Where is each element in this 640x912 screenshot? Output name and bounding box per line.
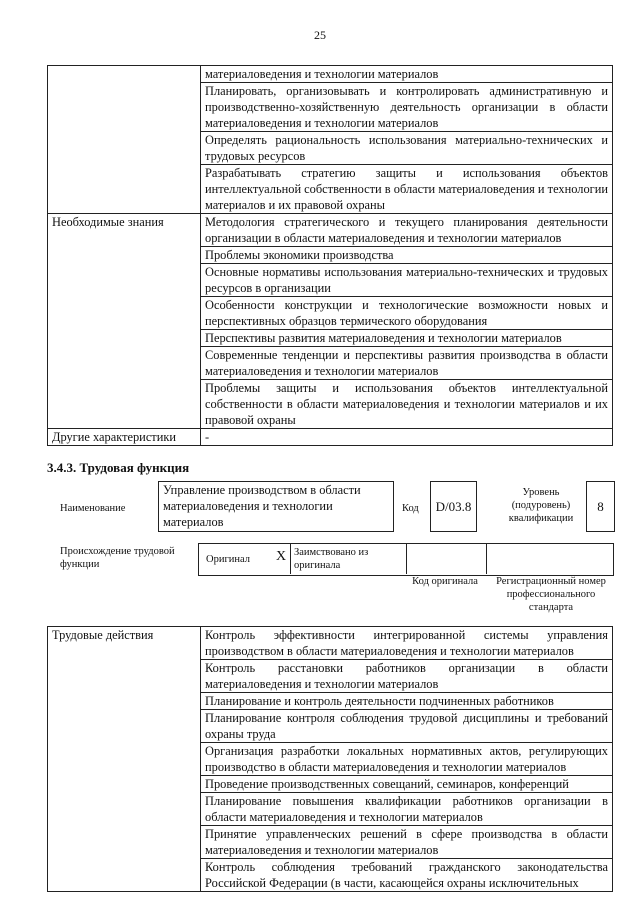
row-item: Основные нормативы использования материально-технических и трудовых ресурсов в организации [201,264,613,297]
row-item: Разрабатывать стратегию защиты и использования объектов интеллектуальной собственности в области материаловедения и технологии материалов и их правовой охраны [201,165,613,214]
row-item: Планирование и контроль деятельности подчиненных работников [201,693,613,710]
origin-original-label: Оригинал [206,554,250,565]
labor-actions-table [47,626,613,892]
code-label: Код [402,503,419,514]
skills-knowledge-table [47,65,613,446]
row-item: Перспективы развития материаловедения и технологии материалов [201,330,613,347]
row-label: Трудовые действия [48,627,201,892]
table-row [48,429,613,446]
caption-original-code: Код оригинала [412,576,478,587]
section-heading: 3.4.3. Трудовая функция [47,460,190,475]
origin-mark: X [276,549,287,564]
name-value: Управление производством в области материаловедения и технологии материалов [158,481,394,532]
row-item: Контроль расстановки работников организации в области материаловедения и технологии материалов [201,660,613,693]
row-item: Проблемы защиты и использования объектов интеллектуальной собственности в области материаловедения и технологии материалов и их правовой охраны [201,380,613,429]
code-value: D/03.8 [430,481,477,532]
origin-original-cell [198,543,291,574]
row-item: Проведение производственных совещаний, семинаров, конференций [201,776,613,793]
row-item: Принятие управленческих решений в сфере производства в области материаловедения и технологии материалов [201,826,613,859]
row-item: Организация разработки локальных нормативных актов, регулирующих производство в области материаловедения и технологии материалов [201,743,613,776]
row-item: Особенности конструкции и технологические возможности новых и перспективных образцов термического оборудования [201,297,613,330]
row-item: Определять рациональность использования материально-технических и трудовых ресурсов [201,132,613,165]
level-label: Уровень (подуровень) квалификации [508,487,574,524]
row-label [48,66,201,214]
name-label: Наименование [60,503,126,514]
row-item: - [201,429,613,446]
row-item: Проблемы экономики производства [201,247,613,264]
original-code-cell [406,543,487,574]
row-item: Планирование повышения квалификации работников организации в области материаловедения и технологии материалов [201,793,613,826]
table-row [48,66,613,83]
labor-function-form [0,476,640,626]
level-value: 8 [586,481,615,532]
row-item: Планирование контроля соблюдения трудовой дисциплины и требований охраны труда [201,710,613,743]
origin-borrowed-label: Заимствовано из оригинала [294,547,369,571]
table-row [48,214,613,247]
row-item: Планировать, организовывать и контролировать административную и производственно-хозяйственную деятельность организации в области материаловедения и технологии материалов [201,83,613,132]
origin-label: Происхождение трудовой функции [60,546,175,570]
caption-registration-number: Регистрационный номер профессионального стандарта [496,576,606,613]
row-item: Методология стратегического и текущего планирования деятельности организации в области материаловедения и технологии материалов [201,214,613,247]
row-label: Необходимые знания [48,214,201,429]
row-item: Контроль соблюдения требований гражданского законодательства Российской Федерации (в части, касающейся охраны исключительных [201,859,613,892]
row-label: Другие характеристики [48,429,201,446]
row-item: Современные тенденции и перспективы развития производства в области материаловедения и технологии материалов [201,347,613,380]
table-row [48,627,613,660]
page-number: 25 [314,28,326,42]
row-item: материаловедения и технологии материалов [201,66,613,83]
origin-borrowed-cell [290,543,407,574]
row-item: Контроль эффективности интегрированной системы управления производством в области материаловедения и технологии материалов [201,627,613,660]
